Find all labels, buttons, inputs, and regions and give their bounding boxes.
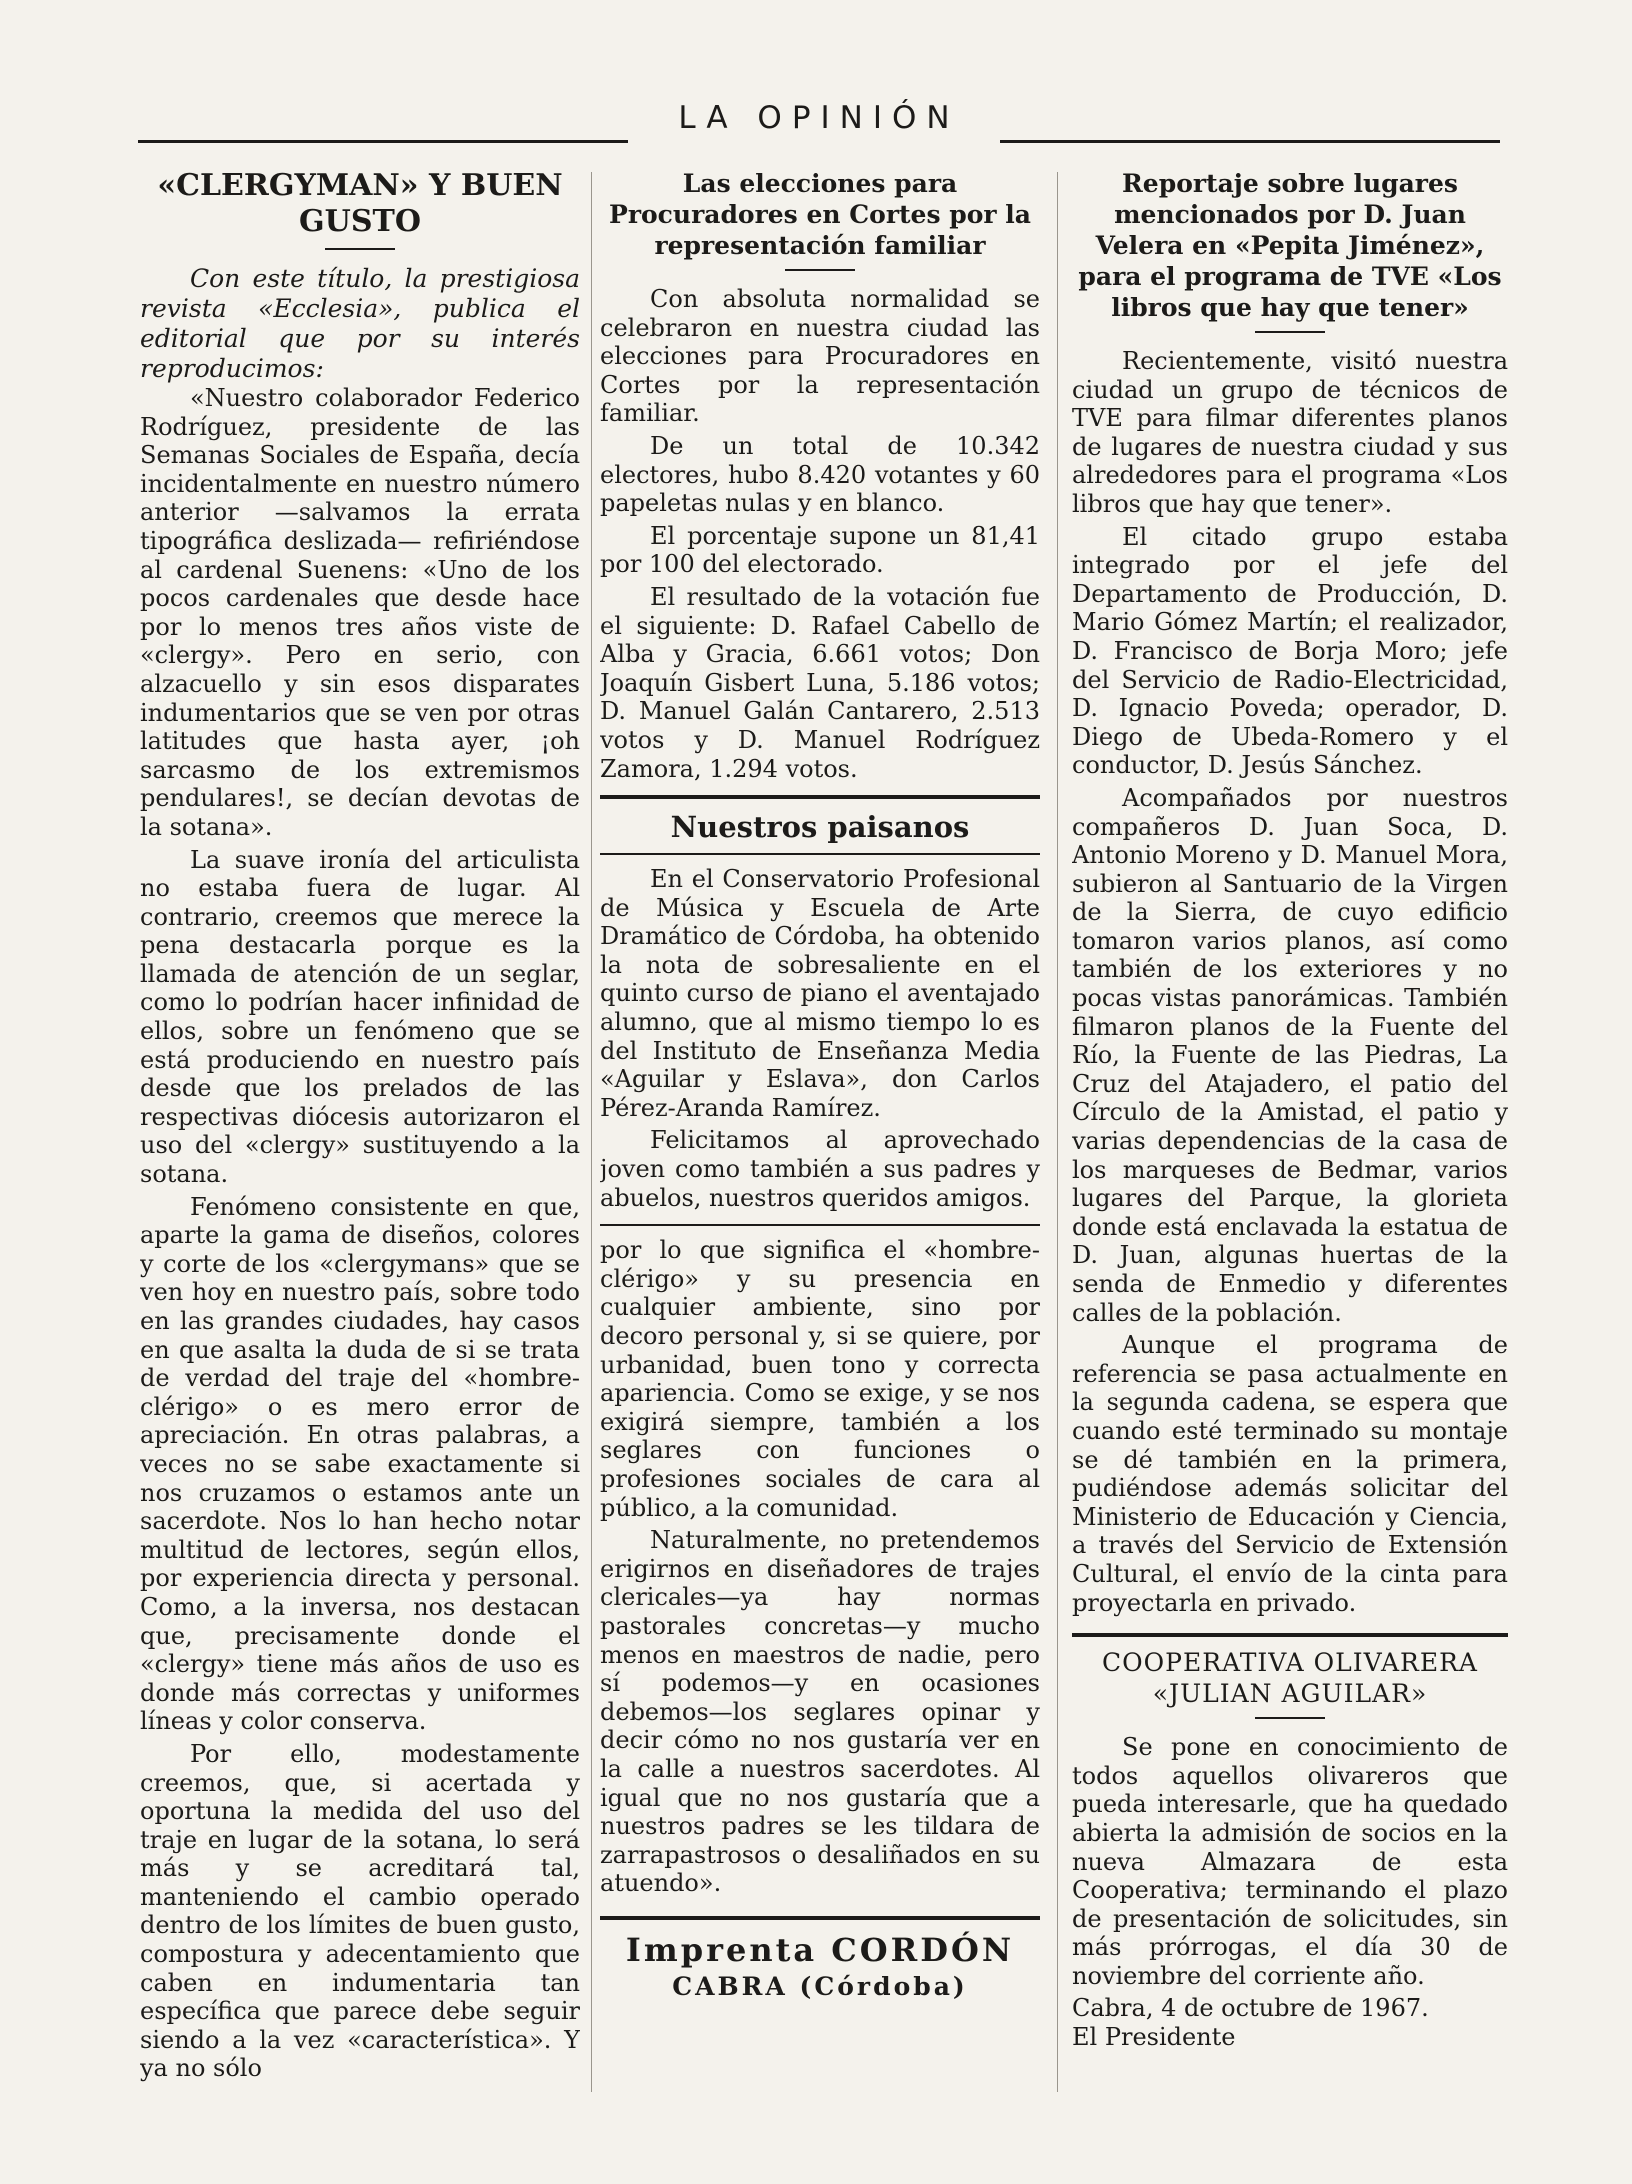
section-rule [600, 795, 1040, 799]
title-dash [1255, 1717, 1325, 1719]
column-tve-report [1072, 168, 1508, 2098]
paragraph: Acompañados por nuestros compañeros D. Juan Soca, D. Antonio Moreno y D. Manuel Mora, subieron al Santuario de la Virgen de la Sierra, de cuyo edificio tomaron varios planos, así como también de los exteriores y no pocas vistas panorámicas. También filmaron planos de la Fuente del Río, la Fuente de las Piedras, La Cruz del Atajadero, el patio del Círculo de la Amistad, el patio y varias dependencias de la casa de los marqueses de Bedmar, varios lugares del Parque, la glorieta donde está enclavada la estatua de D. Juan, algunas huertas de la senda de Enmedio y diferentes calles de la población. [1072, 783, 1508, 1327]
article-title-tve: Reportaje sobre lugares mencionados por D. Juan Velera en «Pepita Jiménez», para el programa de TVE «Los libros que hay que tener» [1078, 169, 1502, 322]
paragraph: Naturalmente, no pretendemos erigirnos en diseñadores de trajes clericales—ya hay normas pastorales concretas—y mucho menos en maestros de nadie, pero sí podemos—y en ocasiones debemos—los seglares opinar y decir cómo no nos gustaría ver en la calle a nuestros sacerdotes. Al igual que no nos gustaría que a nuestros padres se les tildara de zarrapastrosos o desaliñados en su atuendo». [600, 1526, 1040, 1898]
article-title-elections: Las elecciones para Procuradores en Cortes por la representación familiar [609, 169, 1031, 260]
section-rule [600, 1224, 1040, 1226]
column-elections [600, 168, 1040, 2098]
paragraph: El porcentaje supone un 81,41 por 100 del electorado. [600, 521, 1040, 579]
section-rule [600, 1916, 1040, 1920]
paragraph: Recientemente, visitó nuestra ciudad un grupo de técnicos de TVE para filmar diferentes planos de lugares de nuestra ciudad y sus alrededores para el programa «Los libros que hay que tener». [1072, 347, 1508, 518]
paragraph: Fenómeno consistente en que, aparte la gama de diseños, colores y corte de los «clergymans» que se ven hoy en nuestro país, sobre todo en las grandes ciudades, hay casos en que asalta la duda de si se trata de verdad del traje del «hombre-clérigo» o es mero error de apreciación. En otras palabras, a veces no se sabe exactamente si nos cruzamos o estamos ante un sacerdote. Nos lo han hecho notar multitud de lectores, según ellos, por experiencia directa y personal. Como, a la inversa, nos destacan que, precisamente donde el «clergy» tiene más años de uso es donde más correctas y uniformes líneas y color conserva. [140, 1192, 580, 1736]
notice-title-cooperativa: COOPERATIVA OLIVARERA «JULIAN AGUILAR» [1102, 1648, 1478, 1709]
masthead-title: LA OPINIÓN [678, 100, 960, 136]
masthead [138, 100, 1500, 148]
paragraph: «Nuestro colaborador Federico Rodríguez, presidente de las Semanas Sociales de España, decía incidentalmente en nuestro número anterior —salvamos la errata tipográfica deslizada— refiriéndose al cardenal Suenens: «Uno de los pocos cardenales que desde hace por lo menos tres años viste de «clergy». Pero en serio, con alzacuello y sin esos disparates indumentarios que se ven por otras latitudes que hasta ayer, ¡oh sarcasmo de los extremismos pendulares!, se decían devotas de la sotana». [140, 384, 580, 841]
section-rule [600, 853, 1040, 855]
article-title-clergyman: «CLERGYMAN» Y BUEN GUSTO [157, 168, 563, 239]
article-lead: Con este título, la prestigiosa revista «Ecclesia», publica el editorial que por su interés reproducimos: [140, 264, 580, 383]
title-dash [325, 248, 395, 250]
paragraph: por lo que significa el «hombre-clérigo» y su presencia en cualquier ambiente, sino por decoro personal y, si se quiere, por urbanidad, buen tono y correcta apariencia. Como se exige, y se nos exigirá siempre, también a los seglares con funciones o profesiones sociales de cara al público, a la comunidad. [600, 1236, 1040, 1522]
masthead-rule-right [1000, 140, 1500, 143]
ad-line-2: CABRA (Córdoba) [672, 1971, 968, 2001]
title-dash [1255, 331, 1325, 333]
column-divider [591, 172, 592, 2092]
column-clergyman [140, 168, 580, 2098]
paragraph: La suave ironía del articulista no estaba fuera de lugar. Al contrario, creemos que merece la pena destacarla porque es la llamada de atención de un seglar, como lo podrían hacer infinidad de ellos, sobre un fenómeno que se está produciendo en nuestro país desde que los prelados de las respectivas diócesis autorizaron el uso del «clergy» sustituyendo a la sotana. [140, 845, 580, 1189]
title-dash [785, 269, 855, 271]
paragraph: Por ello, modestamente creemos, que, si acertada y oportuna la medida del uso del traje en lugar de la sotana, lo será más y se acreditará tal, manteniendo el cambio operado dentro de los límites de buen gusto, compostura y adecentamiento que caben en indumentaria tan específica que parece debe seguir siendo a la vez «característica». Y ya no sólo [140, 1739, 580, 2083]
paragraph: Se pone en conocimiento de todos aquellos olivareros que pueda interesarle, que ha quedado abierta la admisión de socios en la nueva Almazara de esta Cooperativa; terminando el plazo de presentación de solicitudes, sin más prórrogas, el día 30 de noviembre del corriente año. [1072, 1733, 1508, 1990]
paragraph: Aunque el programa de referencia se pasa actualmente en la segunda cadena, se espera que cuando esté terminado su montaje se dé también en la primera, pudiéndose además solicitar del Ministerio de Educación y Ciencia, a través del Servicio de Extensión Cultural, el envío de la cinta para proyectarla en privado. [1072, 1331, 1508, 1617]
paragraph: Con absoluta normalidad se celebraron en nuestra ciudad las elecciones para Procuradores en Cortes por la representación familiar. [600, 285, 1040, 428]
paragraph: De un total de 10.342 electores, hubo 8.420 votantes y 60 papeletas nulas y en blanco. [600, 431, 1040, 518]
ad-line-1: Imprenta CORDÓN [625, 1930, 1015, 1969]
paragraph: En el Conservatorio Profesional de Música y Escuela de Arte Dramático de Córdoba, ha obtenido la nota de sobresaliente en el quinto curso de piano el aventajado alumno, que al mismo tiempo lo es del Instituto de Enseñanza Media «Aguilar y Eslava», don Carlos Pérez-Aranda Ramírez. [600, 865, 1040, 1122]
paragraph: Felicitamos al aprovechado joven como también a sus padres y abuelos, nuestros queridos amigos. [600, 1126, 1040, 1212]
signature: El Presidente [1072, 2023, 1236, 2052]
printer-advertisement [600, 1930, 1040, 2004]
paragraph: El citado grupo estaba integrado por el jefe del Departamento de Producción, D. Mario Gómez Martín; el realizador, D. Francisco de Borja Moro; jefe del Servicio de Radio-Electricidad, D. Ignacio Poveda; operador, D. Diego de Ubeda-Romero y el conductor, D. Jesús Sánchez. [1072, 522, 1508, 780]
column-divider [1057, 172, 1058, 2092]
place-date: Cabra, 4 de octubre de 1967. [1072, 1994, 1429, 2023]
section-rule [1072, 1633, 1508, 1637]
masthead-rule-left [138, 140, 628, 143]
section-title-paisanos: Nuestros paisanos [670, 810, 970, 845]
paragraph: El resultado de la votación fue el siguiente: D. Rafael Cabello de Alba y Gracia, 6.661 votos; Don Joaquín Gisbert Luna, 5.186 votos; D. Manuel Galán Cantarero, 2.513 votos y D. Manuel Rodríguez Zamora, 1.294 votos. [600, 582, 1040, 783]
